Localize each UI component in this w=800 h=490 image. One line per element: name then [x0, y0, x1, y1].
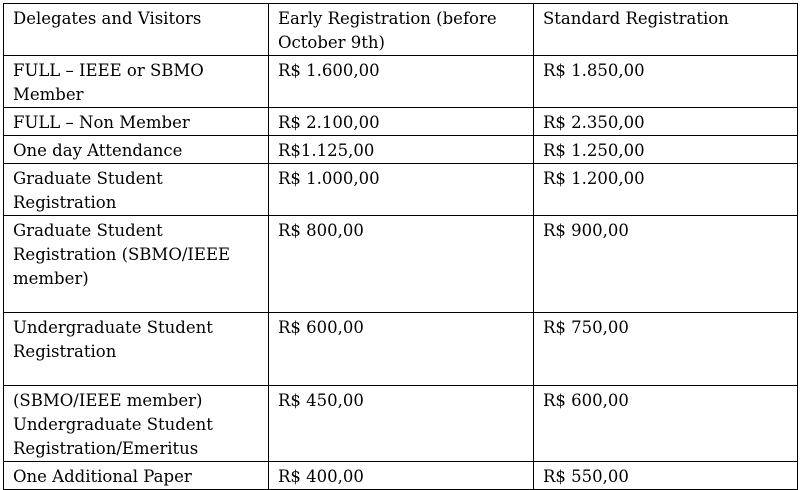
table-row [4, 136, 798, 164]
category-cell: (SBMO/IEEE member) Undergraduate Student Registration/Emeritus [4, 386, 269, 462]
standard-price-cell: R$ 2.350,00 [534, 108, 798, 136]
early-price-cell: R$ 1.600,00 [269, 56, 534, 108]
table-row [4, 462, 798, 490]
early-price-cell: R$ 450,00 [269, 386, 534, 462]
table-row [4, 386, 798, 462]
standard-price-cell: R$ 550,00 [534, 462, 798, 490]
standard-price-cell: R$ 750,00 [534, 313, 798, 386]
early-price-cell: R$ 800,00 [269, 216, 534, 313]
standard-price-cell: R$ 600,00 [534, 386, 798, 462]
category-cell: FULL – IEEE or SBMO Member [4, 56, 269, 108]
standard-price-cell: R$ 1.850,00 [534, 56, 798, 108]
table-row [4, 164, 798, 216]
standard-price-cell: R$ 1.200,00 [534, 164, 798, 216]
category-cell: Graduate Student Registration [4, 164, 269, 216]
category-cell: One day Attendance [4, 136, 269, 164]
header-early-registration: Early Registration (before October 9th) [269, 4, 534, 56]
header-row [4, 4, 798, 56]
early-price-cell: R$ 2.100,00 [269, 108, 534, 136]
standard-price-cell: R$ 1.250,00 [534, 136, 798, 164]
registration-fees-table [3, 3, 798, 490]
early-price-cell: R$ 600,00 [269, 313, 534, 386]
standard-price-cell: R$ 900,00 [534, 216, 798, 313]
early-price-cell: R$ 1.000,00 [269, 164, 534, 216]
table-row [4, 216, 798, 313]
header-standard-registration: Standard Registration [534, 4, 798, 56]
category-cell: Graduate Student Registration (SBMO/IEEE member) [4, 216, 269, 313]
early-price-cell: R$1.125,00 [269, 136, 534, 164]
table-row [4, 56, 798, 108]
table-row [4, 108, 798, 136]
category-cell: Undergraduate Student Registration [4, 313, 269, 386]
table-row [4, 313, 798, 386]
category-cell: FULL – Non Member [4, 108, 269, 136]
category-cell: One Additional Paper [4, 462, 269, 490]
early-price-cell: R$ 400,00 [269, 462, 534, 490]
header-delegates-and-visitors: Delegates and Visitors [4, 4, 269, 56]
